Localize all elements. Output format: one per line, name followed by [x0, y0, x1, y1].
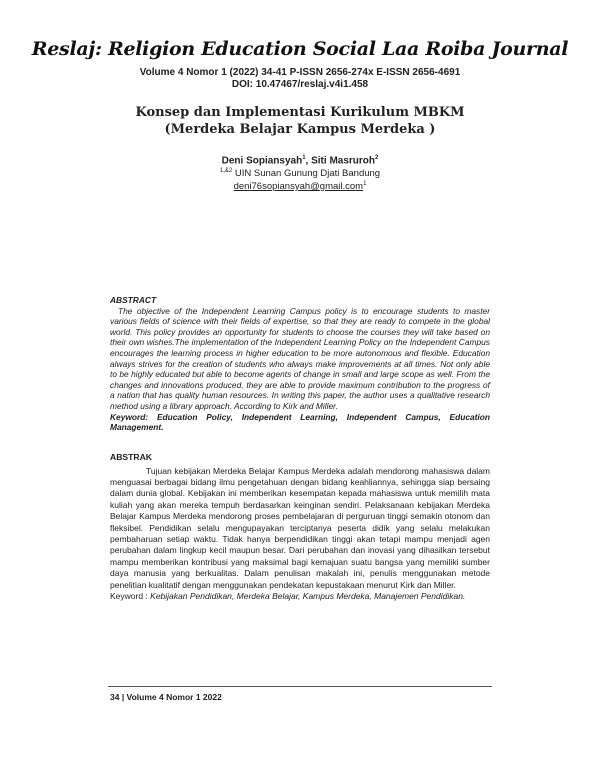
- abstract-body: The objective of the Independent Learning Campus policy is to encourage students to master various fields of science with their fields of expertise, so that they are ready to compete in the global world. This policy provides an opportunity for students to choose the courses they will take based on their own wishes.The implementation of the Independent Learning Policy on the Independent Campus encourages the learning process in higher education to be more autonomous and flexible. Education always strives for the creation of students who always make improvements at all times. Not only able to be highly educated but able to become agents of change in small and large scope as well. From the changes and innovations produced, they are able to provide maximum contribution to the progress of a nation that has quality human resources. In writing this paper, the author uses a qualitative research method using a library approach. According to Kirk and Miller.: [110, 305, 490, 411]
- author-2-sup: 2: [375, 155, 379, 161]
- abstrak-body: Tujuan kebijakan Merdeka Belajar Kampus Merdeka adalah mendorong mahasiswa dalam menguasai berbagai bidang ilmu pengetahuan dengan bidang keahliannya, sehingga siap bersaing dalam dunia global. Kebijakan ini memberikan kesempatan kepada mahasiswa untuk memilih mata kuliah yang akan mereka tempuh berdasarkan keinginan sendiri. Pelaksanaan kebijakan Merdeka Belajar Kampus Merdeka mendorong proses pembelajaran di perguruan tinggi semakin otonom dan fleksibel. Pendidikan selalu mengupayakan terciptanya peserta didik yang selalu melakukan pembaharuan setiap waktu. Tidak hanya berpendidikan tinggi akan tetapi mampu menjadi agen perubahan dalam lingkup kecil maupun besar. Dari perubahan dan inovasi yang dihasilkan tersebut mampu memberikan kontribusi yang maksimal bagi kemajuan suatu bangsa yang memiliki sumber daya manusia yang berkualitas. Dalam penulisan makalah ini, penulis menggunakan metode penelitian kualitatif dengan menggunakan pendekatan kepustakaan menurut Kirk dan Miller.: [110, 465, 490, 590]
- volume-issn-line: Volume 4 Nomor 1 (2022) 34-41 P-ISSN 2656-274x E-ISSN 2656-4691: [139, 67, 461, 78]
- affiliation: [0, 168, 600, 179]
- journal-title: Reslaj: Religion Education Social Laa Roiba Journal: [31, 38, 569, 60]
- footer-divider: [108, 686, 492, 687]
- abstract-english: [110, 295, 490, 433]
- author-1: Deni Sopiansyah: [221, 155, 303, 167]
- author-email: [0, 181, 600, 192]
- abstrak-heading: ABSTRAK: [110, 452, 153, 462]
- author-separator: ,: [305, 155, 312, 167]
- doi-line: DOI: 10.47467/reslaj.v4i1.458: [231, 79, 369, 90]
- paper-title-line-1: Konsep dan Implementasi Kurikulum MBKM: [135, 105, 465, 120]
- affiliation-text: UIN Sunan Gunung Djati Bandung: [232, 168, 381, 180]
- abstrak-keyword-label: Keyword :: [110, 591, 151, 602]
- abstrak-keyword-terms: Kebijakan Pendidikan, Merdeka Belajar, Kampus Merdeka, Manajemen Pendidikan.: [150, 591, 466, 602]
- paper-title: [0, 104, 600, 138]
- author-list: [0, 155, 600, 166]
- abstrak-keywords: [110, 591, 490, 602]
- page-footer: 34 | Volume 4 Nomor 1 2022: [110, 692, 222, 702]
- paper-title-line-2: (Merdeka Belajar Kampus Merdeka ): [164, 122, 436, 137]
- author-2: Siti Masruroh: [311, 155, 376, 167]
- affiliation-sup: 1,&2: [219, 168, 233, 174]
- email-link[interactable]: deni76sopiansyah@gmail.com: [233, 181, 364, 193]
- author-1-sup: 1: [302, 155, 306, 161]
- abstract-keywords: Keyword: Education Policy, Independent Learning, Independent Campus, Education Management.: [110, 411, 490, 433]
- abstract-indonesian: [110, 452, 490, 602]
- email-sup: 1: [363, 181, 367, 187]
- abstract-heading: ABSTRACT: [110, 295, 157, 305]
